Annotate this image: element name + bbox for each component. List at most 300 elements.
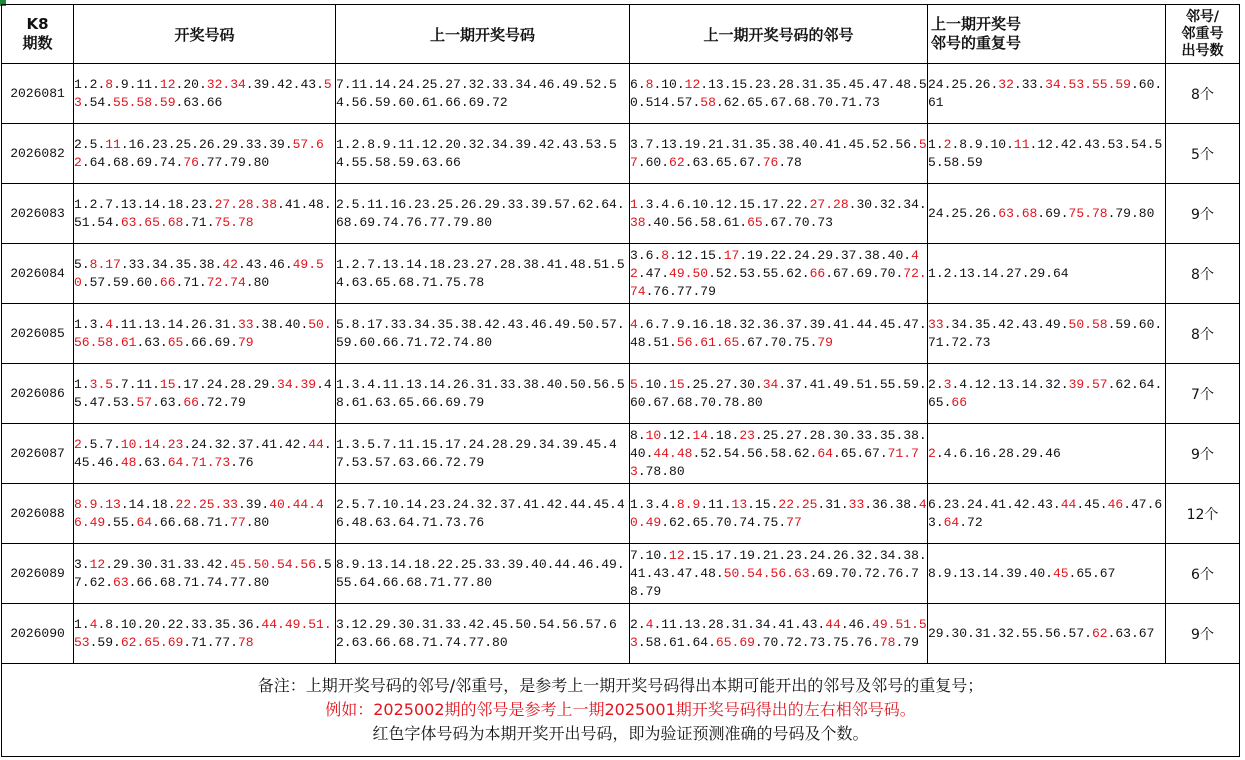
number-token: 69 <box>214 334 231 350</box>
number-token: 35 <box>825 76 841 92</box>
number-token: 36 <box>237 616 254 632</box>
number-token: 76 <box>762 154 779 170</box>
number-token: 1 <box>74 316 82 332</box>
number-token: 77 <box>214 634 231 650</box>
number-token: 49 <box>284 616 301 632</box>
number-token: 72 <box>967 514 983 530</box>
number-token: 14 <box>982 265 999 281</box>
number-token: 57 <box>89 274 106 290</box>
number-token: 49 <box>89 514 106 530</box>
number-token: 78 <box>645 463 662 479</box>
number-token: 61 <box>723 214 740 230</box>
number-token: 18 <box>715 316 732 332</box>
number-token: 11 <box>1013 136 1030 152</box>
number-token: 44 <box>292 496 309 512</box>
number-token: 79 <box>230 394 246 410</box>
number-token: 8 <box>928 565 936 581</box>
number-token: 59 <box>903 376 919 392</box>
number-token: 3 <box>74 556 82 572</box>
number-token: 30 <box>739 376 755 392</box>
number-token: 40 <box>630 445 646 461</box>
number-token: 27 <box>786 427 802 443</box>
number-token: 75 <box>793 334 810 350</box>
number-token: 75 <box>833 634 849 650</box>
number-token: 50 <box>630 76 927 110</box>
number-token: 79 <box>817 334 833 350</box>
number-token: 34 <box>879 547 896 563</box>
number-token: 59 <box>113 274 129 290</box>
number-token: 65 <box>692 514 709 530</box>
number-token: 15 <box>739 196 755 212</box>
number-token: 26 <box>198 136 215 152</box>
header-count-line1: 邻号/ <box>1185 8 1220 25</box>
number-token: 34 <box>277 376 293 392</box>
number-token: 34 <box>152 256 168 272</box>
number-token: 78 <box>879 634 896 650</box>
number-token: 67 <box>739 154 755 170</box>
number-token: 29 <box>222 136 238 152</box>
hit-count-cell: 8个 <box>1166 64 1240 124</box>
header-period <box>2 5 74 64</box>
draw-numbers-cell: 1.2.8.9.11.12.20.32.34.39.42.43.53.54.55.58.59.63.66 <box>74 64 336 124</box>
number-token: 9 <box>89 496 98 512</box>
number-token: 80 <box>747 394 763 410</box>
number-token: 6 <box>676 196 685 212</box>
number-token: 12 <box>669 427 685 443</box>
number-token: 28 <box>778 76 794 92</box>
number-token: 45 <box>1052 565 1069 581</box>
number-token: 8 <box>105 616 114 632</box>
number-token: 72 <box>786 634 802 650</box>
number-token: 16 <box>974 445 991 461</box>
number-token: 27 <box>214 196 231 212</box>
hit-count-cell: 7个 <box>1166 364 1240 424</box>
number-token: 52 <box>715 265 732 281</box>
number-token: 42 <box>284 436 301 452</box>
number-token: 48 <box>895 76 912 92</box>
number-token: 26 <box>191 316 207 332</box>
number-token: 17 <box>715 547 732 563</box>
number-token: 50 <box>723 565 740 581</box>
number-token: 4 <box>661 496 670 512</box>
header-repeats <box>928 5 1166 64</box>
number-token: 71 <box>183 274 199 290</box>
repeat-numbers-cell: 8.9.13.14.39.40.45.65.67 <box>928 544 1166 604</box>
number-token: 3 <box>645 196 654 212</box>
number-token: 75 <box>214 214 231 230</box>
number-token: 53 <box>630 616 927 650</box>
draw-numbers-cell: 2.5.7.10.14.23.24.32.37.41.42.44.45.46.48.63.64.71.73.76 <box>74 424 336 484</box>
table-row <box>2 424 1240 484</box>
number-token: 41 <box>825 136 841 152</box>
number-token: 1 <box>74 196 82 212</box>
number-token: 50 <box>1068 316 1085 332</box>
number-token: 30 <box>833 427 849 443</box>
number-token: 63 <box>144 334 160 350</box>
number-token: 72 <box>864 565 880 581</box>
number-token: 65 <box>928 394 944 410</box>
number-token: 40 <box>801 136 818 152</box>
number-token: 38 <box>895 496 912 512</box>
number-token: 65 <box>723 334 740 350</box>
number-token: 10 <box>661 76 677 92</box>
number-token: 9 <box>943 565 952 581</box>
number-token: 76 <box>856 634 873 650</box>
neighbor-numbers-cell: 7.10.12.15.17.19.21.23.24.26.32.34.38.41.43.47.48.50.54.56.63.69.70.72.76.78.79 <box>630 544 928 604</box>
number-token: 58 <box>97 334 114 350</box>
number-token: 26 <box>974 76 991 92</box>
number-token: 47 <box>903 316 919 332</box>
number-token: 29 <box>1021 445 1038 461</box>
number-token: 78 <box>1091 205 1108 221</box>
number-token: 4 <box>661 196 670 212</box>
number-token: 43 <box>1021 316 1038 332</box>
number-token: 77 <box>230 574 246 590</box>
repeat-numbers-cell: 1.2.8.9.10.11.12.42.43.53.54.55.58.59 <box>928 124 1166 184</box>
number-token: 19 <box>739 547 755 563</box>
number-token: 67 <box>770 94 787 110</box>
number-token: 65 <box>747 94 763 110</box>
number-token: 48 <box>308 196 324 212</box>
number-token: 40 <box>887 247 904 263</box>
number-token: 4 <box>89 616 98 632</box>
number-token: 50 <box>308 316 324 332</box>
hit-count-cell: 9个 <box>1166 184 1240 244</box>
table-row <box>2 604 1240 664</box>
repeat-numbers-cell: 2.3.4.12.13.14.32.39.57.62.64.65.66 <box>928 364 1166 424</box>
number-token: 9 <box>692 496 701 512</box>
prev-draw-numbers-cell: 2.5.11.16.23.25.26.29.33.39.57.62.64.68.69.74.76.77.79.80 <box>336 184 630 244</box>
number-token: 43 <box>801 616 818 632</box>
number-token: 6 <box>645 316 654 332</box>
number-token: 15 <box>754 496 771 512</box>
number-token: 62 <box>669 514 685 530</box>
number-token: 7 <box>105 196 114 212</box>
header-period-label: 期数 <box>22 34 53 52</box>
number-token: 76 <box>183 154 199 170</box>
number-token: 31 <box>801 76 818 92</box>
number-token: 69 <box>136 154 153 170</box>
number-token: 67 <box>653 394 670 410</box>
number-token: 42 <box>630 247 919 281</box>
number-token: 25 <box>198 496 215 512</box>
number-token: 42 <box>222 256 238 272</box>
number-token: 57 <box>1091 376 1108 392</box>
period-cell: 2026089 <box>2 544 74 604</box>
number-token: 63 <box>998 205 1014 221</box>
number-token: 1 <box>630 496 638 512</box>
number-token: 21 <box>762 547 779 563</box>
number-token: 62 <box>74 136 324 170</box>
number-token: 63 <box>1115 625 1131 641</box>
number-token: 35 <box>214 616 231 632</box>
number-token: 17 <box>723 247 740 263</box>
hit-count-cell: 9个 <box>1166 424 1240 484</box>
hit-count-cell: 6个 <box>1166 544 1240 604</box>
number-token: 79 <box>700 283 716 299</box>
number-token: 49 <box>872 616 888 632</box>
number-token: 50 <box>74 256 324 290</box>
number-token: 31 <box>974 625 991 641</box>
number-token: 44 <box>653 445 670 461</box>
number-token: 13 <box>661 136 677 152</box>
number-token: 69 <box>856 265 873 281</box>
number-token: 3 <box>630 136 638 152</box>
number-token: 68 <box>183 514 199 530</box>
number-token: 2 <box>943 136 952 152</box>
number-token: 67 <box>1138 625 1155 641</box>
number-token: 40 <box>1029 565 1046 581</box>
number-token: 11 <box>136 76 153 92</box>
number-token: 11 <box>105 136 121 152</box>
number-token: 63 <box>144 454 160 470</box>
number-token: 7 <box>105 436 114 452</box>
number-token: 26 <box>833 547 849 563</box>
number-token: 10 <box>645 427 662 443</box>
period-cell: 2026083 <box>2 184 74 244</box>
draw-numbers-cell: 1.3.4.11.13.14.26.31.33.38.40.50.56.58.61.63.65.66.69.79 <box>74 304 336 364</box>
number-token: 514 <box>645 94 670 110</box>
number-token: 53 <box>1068 76 1085 92</box>
number-token: 52 <box>700 445 716 461</box>
number-token: 42 <box>1060 136 1077 152</box>
number-token: 78 <box>630 565 919 599</box>
number-token: 37 <box>786 316 802 332</box>
number-token: 73 <box>809 634 826 650</box>
number-token: 2 <box>89 196 98 212</box>
number-token: 73 <box>630 445 919 479</box>
number-token: 32 <box>879 196 896 212</box>
number-token: 47 <box>676 565 693 581</box>
table-body <box>2 64 1240 664</box>
prev-draw-numbers-cell: 8.9.13.14.18.22.25.33.39.40.44.46.49.55.64.66.68.71.77.80 <box>336 544 630 604</box>
number-token: 14 <box>692 427 709 443</box>
number-token: 12 <box>715 196 732 212</box>
number-token: 38 <box>261 196 278 212</box>
number-token: 45 <box>848 136 865 152</box>
number-token: 3 <box>645 496 654 512</box>
number-token: 38 <box>630 214 646 230</box>
number-token: 72 <box>206 394 223 410</box>
number-token: 3 <box>943 376 952 392</box>
number-token: 23 <box>739 427 755 443</box>
number-token: 65 <box>167 334 184 350</box>
number-token: 30 <box>856 196 873 212</box>
number-token: 67 <box>833 265 849 281</box>
table-row <box>2 184 1240 244</box>
number-token: 13 <box>959 265 975 281</box>
number-token: 72 <box>951 334 968 350</box>
number-token: 25 <box>175 136 192 152</box>
period-cell: 2026082 <box>2 124 74 184</box>
note-line-1: 备注：上期开奖号码的邻号/邻重号，是参考上一期开奖号码得出本期可能开出的邻号及邻号的重复号； <box>257 676 984 695</box>
number-token: 54 <box>723 445 740 461</box>
number-token: 14 <box>1021 376 1038 392</box>
repeat-numbers-cell: 24.25.26.63.68.69.75.78.79.80 <box>928 184 1166 244</box>
number-token: 58 <box>136 94 153 110</box>
number-token: 51 <box>74 214 90 230</box>
number-token: 1 <box>928 136 936 152</box>
number-token: 4 <box>105 316 114 332</box>
number-token: 77 <box>676 283 693 299</box>
number-token: 35 <box>974 316 991 332</box>
number-token: 33 <box>848 496 865 512</box>
number-token: 66 <box>183 394 199 410</box>
number-token: 15 <box>669 376 685 392</box>
number-token: 65 <box>1076 565 1092 581</box>
number-token: 57 <box>630 136 927 170</box>
number-token: 10 <box>120 436 137 452</box>
number-token: 47 <box>872 76 888 92</box>
number-token: 28 <box>833 196 849 212</box>
neighbor-numbers-cell: 8.10.12.14.18.23.25.27.28.30.33.35.38.40.44.48.52.54.56.58.62.64.65.67.71.73.78.80 <box>630 424 928 484</box>
number-token: 44 <box>1060 496 1077 512</box>
number-token: 24 <box>206 376 223 392</box>
number-token: 13 <box>105 496 121 512</box>
number-token: 11 <box>661 616 677 632</box>
number-token: 70 <box>817 94 833 110</box>
number-token: 59 <box>97 634 114 650</box>
number-token: 41 <box>630 565 646 581</box>
number-token: 33 <box>1021 76 1038 92</box>
number-token: 8 <box>630 427 638 443</box>
number-token: 33 <box>928 316 944 332</box>
number-token: 74 <box>230 274 246 290</box>
number-token: 45 <box>74 454 90 470</box>
number-token: 8 <box>89 256 98 272</box>
number-token: 37 <box>840 247 857 263</box>
number-token: 8 <box>661 247 670 263</box>
neighbor-numbers-cell: 5.10.15.25.27.30.34.37.41.49.51.55.59.60.67.68.70.78.80 <box>630 364 928 424</box>
number-token: 13 <box>144 316 160 332</box>
number-token: 60 <box>1138 316 1155 332</box>
number-token: 47 <box>645 265 662 281</box>
number-token: 7 <box>661 316 670 332</box>
number-token: 58 <box>700 214 716 230</box>
number-token: 75 <box>1068 205 1085 221</box>
hit-count-cell: 5个 <box>1166 124 1240 184</box>
number-token: 66 <box>191 334 207 350</box>
number-token: 45 <box>230 556 246 572</box>
number-token: 6 <box>959 445 968 461</box>
number-token: 23 <box>152 136 168 152</box>
repeat-numbers-cell: 33.34.35.42.43.49.50.58.59.60.71.72.73 <box>928 304 1166 364</box>
number-token: 5 <box>74 256 82 272</box>
number-token: 25 <box>951 76 968 92</box>
number-token: 74 <box>739 514 755 530</box>
number-token: 27 <box>1006 265 1022 281</box>
number-token: 12 <box>1037 136 1053 152</box>
number-token: 74 <box>159 154 176 170</box>
header-neighbors: 上一期开奖号码的邻号 <box>630 5 928 64</box>
number-token: 29 <box>253 376 270 392</box>
number-token: 23 <box>191 196 207 212</box>
lottery-table <box>1 4 1240 757</box>
number-token: 6 <box>928 496 936 512</box>
draw-numbers-cell: 5.8.17.33.34.35.38.42.43.46.49.50.57.59.60.66.71.72.74.80 <box>74 244 336 304</box>
number-token: 4 <box>630 316 638 332</box>
number-token: 76 <box>237 454 254 470</box>
number-token: 34 <box>754 616 771 632</box>
number-token: 36 <box>872 496 888 512</box>
prev-draw-numbers-cell: 7.11.14.24.25.27.32.33.34.46.49.52.54.56.59.60.61.66.69.72 <box>336 64 630 124</box>
number-token: 15 <box>692 547 709 563</box>
header-prev-draw: 上一期开奖号码 <box>336 5 630 64</box>
number-token: 46 <box>74 496 324 530</box>
number-token: 71 <box>206 514 223 530</box>
number-token: 4 <box>943 445 952 461</box>
number-token: 31 <box>159 556 176 572</box>
number-token: 18 <box>715 427 732 443</box>
number-token: 55 <box>928 136 1163 170</box>
number-token: 24 <box>793 247 810 263</box>
number-token: 48 <box>630 334 646 350</box>
number-token: 23 <box>786 547 802 563</box>
number-token: 79 <box>230 154 246 170</box>
number-token: 22 <box>770 247 787 263</box>
number-token: 32 <box>856 547 873 563</box>
number-token: 8 <box>105 76 114 92</box>
number-token: 32 <box>214 436 231 452</box>
number-token: 42 <box>206 556 223 572</box>
number-token: 39 <box>269 136 285 152</box>
number-token: 70 <box>770 334 787 350</box>
number-token: 18 <box>152 496 168 512</box>
number-token: 63 <box>793 565 810 581</box>
number-token: 32 <box>1045 376 1061 392</box>
number-token: 5 <box>105 376 114 392</box>
number-token: 53 <box>113 394 129 410</box>
number-token: 24 <box>928 205 944 221</box>
number-token: 67 <box>770 214 787 230</box>
draw-numbers-cell: 3.12.29.30.31.33.42.45.50.54.56.57.62.63.66.68.71.74.77.80 <box>74 544 336 604</box>
number-token: 71 <box>928 334 944 350</box>
table-row <box>2 124 1240 184</box>
number-token: 56 <box>770 565 787 581</box>
number-token: 73 <box>214 454 231 470</box>
number-token: 15 <box>159 376 176 392</box>
number-token: 62 <box>786 265 802 281</box>
header-count <box>1166 5 1240 64</box>
number-token: 43 <box>245 256 262 272</box>
period-cell: 2026085 <box>2 304 74 364</box>
number-token: 14 <box>167 316 184 332</box>
number-token: 77 <box>786 514 802 530</box>
number-token: 58 <box>645 634 662 650</box>
number-token: 38 <box>903 427 919 443</box>
number-token: 70 <box>715 514 732 530</box>
number-token: 46 <box>1045 445 1061 461</box>
number-token: 11 <box>136 376 153 392</box>
number-token: 58 <box>943 154 960 170</box>
number-token: 43 <box>1037 496 1053 512</box>
number-token: 71 <box>191 454 207 470</box>
number-token: 61 <box>120 334 137 350</box>
number-token: 67 <box>864 445 880 461</box>
number-token: 13 <box>708 76 724 92</box>
number-token: 52 <box>872 136 888 152</box>
number-token: 23 <box>754 76 771 92</box>
table-row <box>2 244 1240 304</box>
number-token: 49 <box>645 514 662 530</box>
number-token: 58 <box>700 94 716 110</box>
number-token: 41 <box>990 496 1007 512</box>
number-token: 51 <box>653 334 670 350</box>
number-token: 15 <box>731 76 748 92</box>
number-token: 44 <box>856 316 873 332</box>
number-token: 10 <box>120 616 137 632</box>
number-token: 67 <box>747 334 763 350</box>
